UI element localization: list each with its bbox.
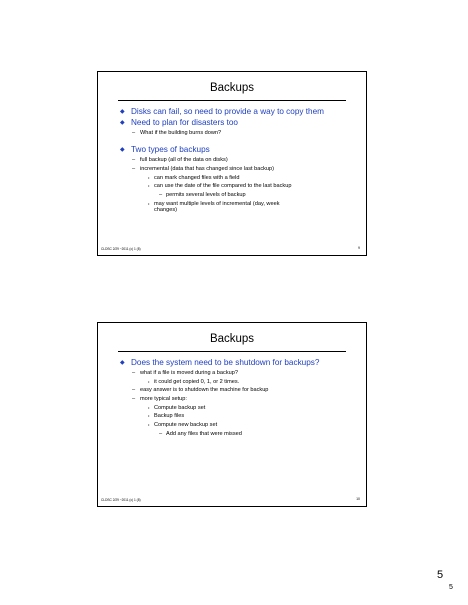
dash-bullet-icon: –: [132, 157, 136, 164]
bullet-text: What if the building burns down?: [140, 129, 222, 136]
dot-bullet-icon: •: [148, 378, 150, 384]
dot-bullet-icon: •: [148, 422, 150, 428]
bullet-text: full backup (all of the data on disks): [140, 157, 228, 164]
page-number-small: 5: [449, 584, 453, 591]
bullet-text: it could get copied 0, 1, or 2 times.: [154, 378, 240, 385]
list-item: [108, 413, 358, 420]
bullet-text: Compute new backup set: [154, 422, 218, 429]
slide-number: 9: [358, 246, 360, 250]
dot-bullet-icon: •: [148, 404, 150, 410]
diamond-bullet-icon: ◆: [120, 360, 125, 366]
list-item: [108, 358, 358, 368]
diamond-bullet-icon: ◆: [120, 109, 125, 115]
page-number: 5: [437, 569, 444, 581]
slide-number: 10: [356, 497, 360, 501]
list-item: [108, 183, 358, 190]
list-item: [108, 192, 358, 199]
bullet-text: easy answer is to shutdown the machine for backup: [140, 387, 269, 394]
slide-10: [97, 322, 367, 507]
dash-bullet-icon: –: [132, 129, 136, 136]
list-item: [108, 166, 358, 173]
bullet-text: can use the date of the file compared to the last backup: [154, 183, 292, 190]
dash-bullet-icon: –: [159, 430, 163, 437]
dash-bullet-icon: –: [132, 395, 136, 402]
dot-bullet-icon: •: [148, 174, 150, 180]
list-item: [108, 405, 358, 412]
title-divider: [118, 100, 346, 101]
bullet-text: what if a file is moved during a backup?: [140, 369, 238, 376]
bullet-text: may want multiple levels of incremental (day, week changes): [154, 200, 280, 214]
bullet-text: incremental (data that has changed since last backup): [140, 165, 275, 172]
slide-footer: CLDSC 2/29 ~2011 (c) 1 (8): [101, 247, 141, 251]
slide-body: [108, 106, 358, 214]
bullet-text: permits several levels of backup: [166, 192, 246, 199]
bullet-text: Add any files that were missed: [166, 430, 242, 437]
slide-body: [108, 357, 358, 437]
slide-9: [97, 71, 367, 256]
list-item: [108, 431, 358, 438]
list-item: [108, 201, 304, 214]
dash-bullet-icon: –: [132, 387, 136, 394]
dot-bullet-icon: •: [148, 200, 150, 206]
bullet-text: Backup files: [154, 413, 185, 420]
bullet-text: Need to plan for disasters too: [131, 117, 238, 127]
dash-bullet-icon: –: [132, 165, 136, 172]
dot-bullet-icon: •: [148, 183, 150, 189]
list-item: [108, 118, 358, 128]
diamond-bullet-icon: ◆: [120, 147, 125, 154]
list-item: [108, 387, 358, 394]
list-item: [108, 379, 358, 386]
list-item: [108, 145, 358, 155]
bullet-text: Disks can fail, so need to provide a way to copy them: [131, 107, 324, 116]
slide-footer: CLDSC 2/29 ~2011 (c) 1 (8): [101, 498, 141, 502]
list-item: [108, 396, 358, 403]
diamond-bullet-icon: ◆: [120, 119, 125, 126]
list-item: [108, 175, 358, 182]
bullet-text: Two types of backups: [131, 145, 210, 155]
dot-bullet-icon: •: [148, 413, 150, 419]
list-item: [108, 130, 358, 137]
bullet-text: more typical setup:: [140, 395, 187, 402]
slide-title: Backups: [209, 82, 255, 94]
bullet-text: Does the system need to be shutdown for backups?: [131, 358, 320, 367]
title-divider: [118, 351, 346, 352]
list-item: [108, 370, 358, 377]
slide-title: Backups: [209, 333, 255, 345]
dash-bullet-icon: –: [159, 192, 163, 199]
list-item: [108, 107, 358, 117]
dash-bullet-icon: –: [132, 369, 136, 376]
list-item: [108, 422, 358, 429]
list-item: [108, 157, 358, 164]
bullet-text: Compute backup set: [154, 404, 206, 411]
bullet-text: can mark changed files with a field: [154, 174, 240, 181]
